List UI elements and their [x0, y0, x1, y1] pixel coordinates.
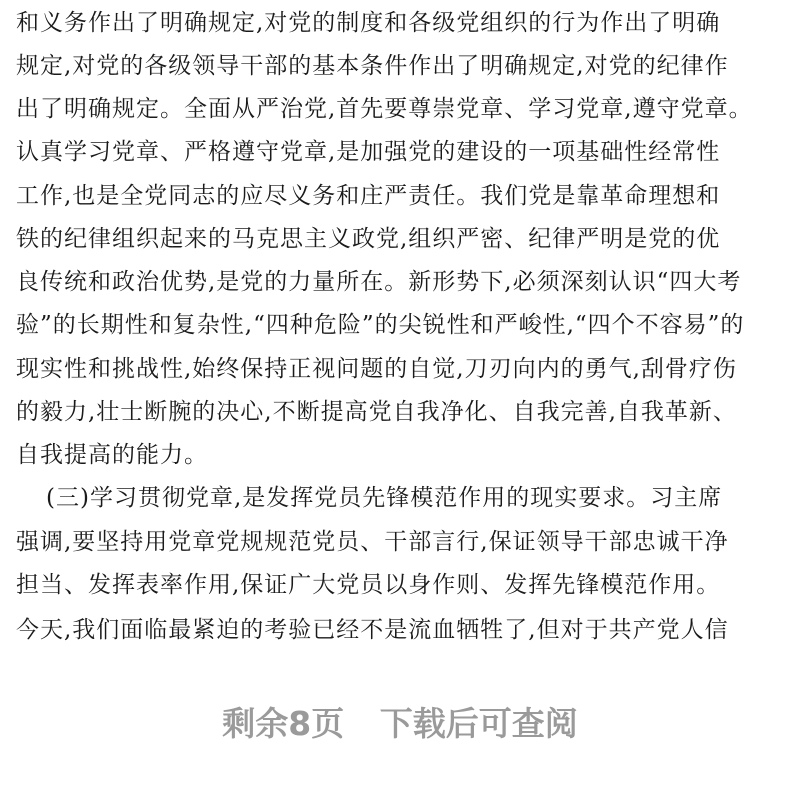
text-line: 现实性和挑战性,始终保持正视问题的自觉,刀刃向内的勇气,刮骨疗伤 [16, 356, 737, 382]
text-line: 工作,也是全党同志的应尽义务和庄严责任。我们党是靠革命理想和 [16, 183, 721, 209]
text-line: 铁的纪律组织起来的马克思主义政党,组织严密、纪律严明是党的优 [16, 226, 721, 252]
text-line: 强调,要坚持用党章党规规范党员、干部言行,保证领导干部忠诚干净 [16, 529, 729, 555]
text-line: 认真学习党章、严格遵守党章,是加强党的建设的一项基础性经常性 [16, 139, 721, 165]
text-line: 的毅力,壮士断腕的决心,不断提高党自我净化、自我完善,自我革新、 [16, 399, 737, 425]
text-line: 和义务作出了明确规定,对党的制度和各级党组织的行为作出了明确 [16, 10, 721, 36]
text-line: 规定,对党的各级领导干部的基本条件作出了明确规定,对党的纪律作 [16, 53, 729, 79]
download-to-read-more-button[interactable]: 剩余8页 下载后可查阅 [222, 704, 578, 743]
section-heading-line: (三)学习贯彻党章,是发挥党员先锋模范作用的现实要求。习主席 [46, 485, 723, 511]
text-line: 今天,我们面临最紧迫的考验已经不是流血牺牲了,但对于共产党人信 [16, 617, 729, 643]
text-line: 良传统和政治优势,是党的力量所在。新形势下,必须深刻认识“四大考 [16, 269, 742, 295]
text-line: 担当、发挥表率作用,保证广大党员以身作则、发挥先锋模范作用。 [16, 572, 721, 598]
text-line: 自我提高的能力。 [16, 442, 208, 468]
text-line: 验”的长期性和复杂性,“四种危险”的尖锐性和严峻性,“四个不容易”的 [16, 312, 745, 338]
text-line: 出了明确规定。全面从严治党,首先要尊崇党章、学习党章,遵守党章。 [16, 96, 753, 122]
